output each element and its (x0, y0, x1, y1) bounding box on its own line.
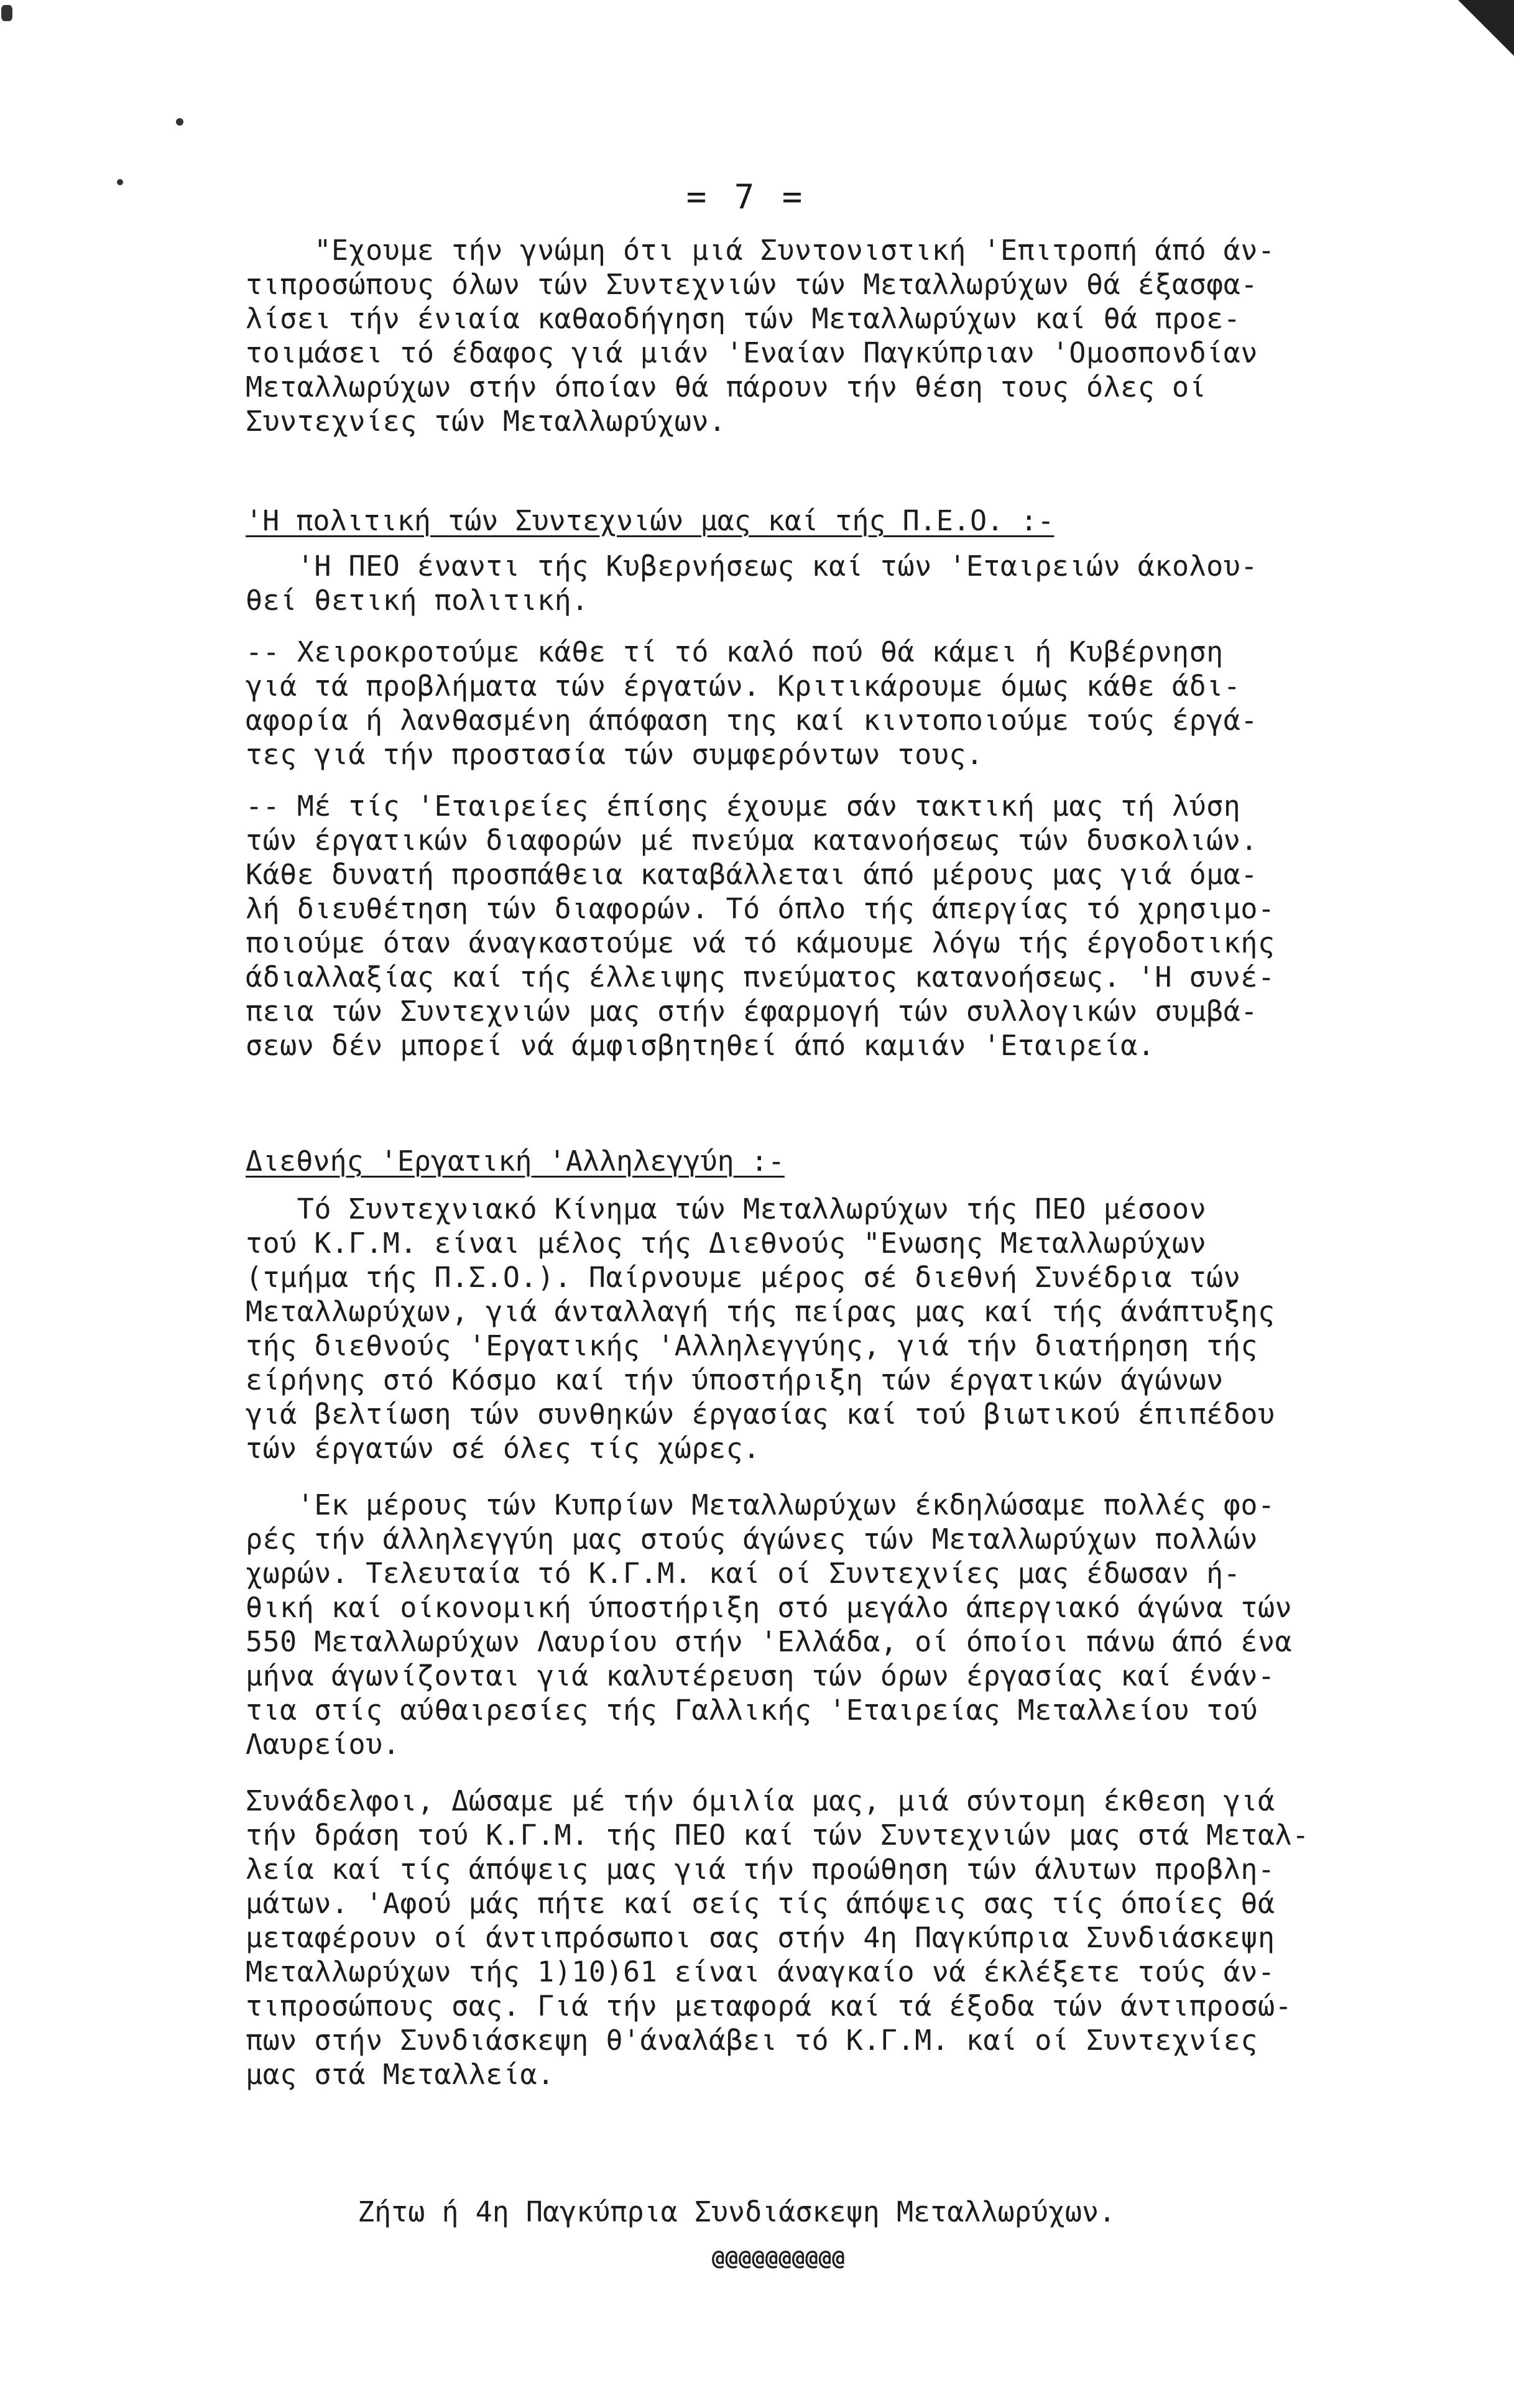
text-line: Τό Συντεχνιακό Κίνημα τών Μεταλλωρύχων τής ΠΕΟ μέσοον (246, 1192, 1207, 1225)
text-line: "Εχουμε τήν γνώμη ότι μιά Συντονιστική 'Επιτροπή άπό άν- (246, 234, 1275, 267)
text-line: μεταφέρουν οί άντιπρόσωποι σας στήν 4η Παγκύπρια Συνδιάσκεψη (246, 1921, 1275, 1954)
text-line: τού Κ.Γ.Μ. είναι μέλος τής Διεθνούς "Ενωσης Μεταλλωρύχων (246, 1227, 1207, 1260)
text-line: (τμήμα τής Π.Σ.Ο.). Παίρνουμε μέρος σέ διεθνή Συνέδρια τών (246, 1261, 1241, 1294)
text-line: πεια τών Συντεχνιών μας στήν έφαρμογή τών συλλογικών συμβά- (246, 995, 1258, 1028)
text-line: τιπροσώπους σας. Γιά τήν μεταφορά καί τά έξοδα τών άντιπροσώ- (246, 1990, 1293, 2023)
text-line: χωρών. Τελευταία τό Κ.Γ.Μ. καί οί Συντεχνίες μας έδωσαν ή- (246, 1557, 1241, 1590)
text-line: τια στίς αύθαιρεσίες τής Γαλλικής 'Εταιρείας Μεταλλείου τού (246, 1694, 1258, 1727)
text-line: άδιαλλαξίας καί τής έλλειψης πνεύματος κατανοήσεως. 'Η συνέ- (246, 961, 1275, 994)
text-line: πων στήν Συνδιάσκεψη θ'άναλάβει τό Κ.Γ.Μ. καί οί Συντεχνίες (246, 2024, 1258, 2057)
section-heading: Διεθνής 'Εργατική 'Αλληλεγγύη :- (246, 1145, 785, 1178)
text-line: θική καί οίκονομική ύποστήριξη στό μεγάλο άπεργιακό άγώνα τών (246, 1591, 1293, 1624)
scan-speck (176, 118, 183, 126)
text-line: τιπροσώπους όλων τών Συντεχνιών τών Μεταλλωρύχων θά έξασφα- (246, 268, 1258, 301)
text-line: Μεταλλωρύχων, γιά άνταλλαγή τής πείρας μας καί τής άνάπτυξης (246, 1295, 1275, 1328)
text-line: Συνάδελφοι, Δώσαμε μέ τήν όμιλία μας, μιά σύντομη έκθεση γιά (246, 1784, 1275, 1817)
text-line: Συντεχνίες τών Μεταλλωρύχων. (246, 405, 726, 438)
scan-corner-mark (1458, 0, 1514, 56)
text-line: γιά βελτίωση τών συνθηκών έργασίας καί τού βιωτικού έπιπέδου (246, 1398, 1275, 1431)
text-line: -- Μέ τίς 'Εταιρείες έπίσης έχουμε σάν τακτική μας τή λύση (246, 790, 1241, 823)
section-intro (246, 233, 1415, 438)
text-line: Λαυρείου. (246, 1728, 400, 1761)
scan-speck (117, 179, 123, 185)
scan-speck (1, 5, 12, 21)
text-line: ρές τήν άλληλεγγύη μας στούς άγώνες τών Μεταλλωρύχων πολλών (246, 1523, 1258, 1556)
text-line: 'Η ΠΕΟ έναντι τής Κυβερνήσεως καί τών 'Εταιρειών άκολου- (246, 550, 1258, 583)
text-line: τής διεθνούς 'Εργατικής 'Αλληλεγγύης, γιά τήν διατήρηση τής (246, 1329, 1258, 1362)
text-line: λίσει τήν ένιαία καθαοδήγηση τών Μεταλλωρύχων καί θά προε- (246, 302, 1241, 335)
end-mark: @@@@@@@@@@ (712, 2246, 846, 2271)
text-line: τες γιά τήν προστασία τών συμφερόντων τους. (246, 738, 984, 771)
section-heading: 'Η πολιτική τών Συντεχνιών μας καί τής Π.Ε.Ο. :- (246, 504, 1055, 537)
text-line: είρήνης στό Κόσμο καί τήν ύποστήριξη τών έργατικών άγώνων (246, 1363, 1224, 1396)
text-line: 'Εκ μέρους τών Κυπρίων Μεταλλωρύχων έκδηλώσαμε πολλές φο- (246, 1488, 1275, 1521)
text-line: Μεταλλωρύχων τής 1)10)61 είναι άναγκαίο νά έκλέξετε τούς άν- (246, 1955, 1275, 1988)
blank-line (246, 617, 1415, 635)
text-line: τοιμάσει τό έδαφος γιά μιάν 'Εναίαν Παγκύπριαν 'Ομοσπονδίαν (246, 336, 1258, 369)
text-line: ποιούμε όταν άναγκαστούμε νά τό κάμουμε λόγω τής έργοδοτικής (246, 926, 1275, 959)
text-line: τών έργατών σέ όλες τίς χώρες. (246, 1432, 760, 1465)
text-line: μας στά Μεταλλεία. (246, 2058, 555, 2091)
text-line: αφορία ή λανθασμένη άπόφαση της καί κιντοποιούμε τούς έργά- (246, 704, 1258, 737)
text-line: λή διευθέτηση τών διαφορών. Τό όπλο τής άπεργίας τό χρησιμο- (246, 892, 1275, 925)
text-line: μήνα άγωνίζονται γιά καλυτέρευση τών όρων έργασίας καί ένάν- (246, 1659, 1275, 1692)
section-solidarity (246, 1144, 1415, 2092)
text-line: -- Χειροκροτούμε κάθε τί τό καλό πού θά κάμει ή Κυβέρνηση (246, 635, 1224, 668)
section-policy (246, 504, 1415, 1063)
text-line: τών έργατικών διαφορών μέ πνεύμα κατανοήσεως τών δυσκολιών. (246, 824, 1258, 857)
text-line: γιά τά προβλήματα τών έργατών. Κριτικάρουμε όμως κάθε άδι- (246, 670, 1241, 703)
blank-line (246, 1465, 1415, 1488)
closing-slogan: Ζήτω ή 4η Παγκύπρια Συνδιάσκεψη Μεταλλωρύχων. (358, 2195, 1116, 2228)
text-line: μάτων. 'Αφού μάς πήτε καί σείς τίς άπόψεις σας τίς όποίες θά (246, 1887, 1275, 1920)
text-line: θεί θετική πολιτική. (246, 584, 589, 617)
text-line: Μεταλλωρύχων στήν όποίαν θά πάρουν τήν θέση τους όλες οί (246, 371, 1207, 404)
blank-line (246, 1761, 1415, 1784)
text-line: Κάθε δυνατή προσπάθεια καταβάλλεται άπό μέρους μας γιά όμα- (246, 858, 1258, 891)
text-line: τήν δράση τού Κ.Γ.Μ. τής ΠΕΟ καί τών Συντεχνιών μας στά Μεταλ- (246, 1819, 1309, 1852)
page-number: = 7 = (686, 177, 806, 216)
text-line: λεία καί τίς άπόψεις μας γιά τήν προώθηση τών άλυτων προβλη- (246, 1853, 1275, 1886)
blank-line (246, 772, 1415, 789)
text-line: σεων δέν μπορεί νά άμφισβητηθεί άπό καμιάν 'Εταιρεία. (246, 1029, 1155, 1062)
text-line: 550 Μεταλλωρύχων Λαυρίου στήν 'Ελλάδα, οί όποίοι πάνω άπό ένα (246, 1625, 1293, 1658)
